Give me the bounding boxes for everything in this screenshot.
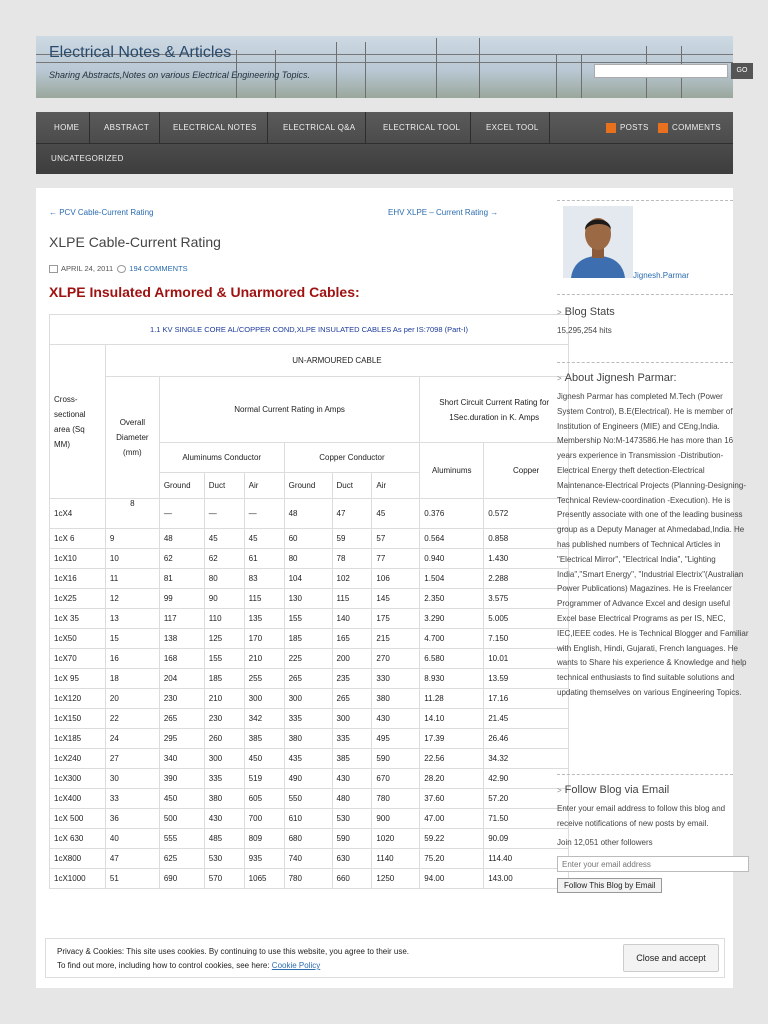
cookie-policy-link[interactable]: Cookie Policy [271, 961, 321, 970]
table-cell: 740 [284, 849, 332, 869]
col-header-copper: Copper Conductor [284, 443, 420, 473]
table-cell: 480 [332, 789, 372, 809]
table-cell: 210 [204, 689, 244, 709]
table-cell: 680 [284, 829, 332, 849]
table-cell: 530 [332, 809, 372, 829]
table-cell: 80 [284, 549, 332, 569]
chevron-right-icon: > [557, 308, 562, 317]
table-cell: 13.59 [484, 669, 569, 689]
table-cell: 1140 [372, 849, 420, 869]
table-cell: 9 [105, 529, 159, 549]
table-cell: 935 [244, 849, 284, 869]
table-cell: 33 [105, 789, 159, 809]
table-cell: 485 [204, 829, 244, 849]
nav-posts-feed[interactable]: POSTS [596, 112, 659, 143]
cookie-banner [45, 938, 725, 978]
col-sub-duct: Duct [332, 473, 372, 499]
table-cell: 2.288 [484, 569, 569, 589]
table-cell: 13 [105, 609, 159, 629]
table-cell: 780 [372, 789, 420, 809]
nav-item-electrical-qa[interactable]: ELECTRICAL Q&A [273, 112, 366, 143]
table-cell: 104 [284, 569, 332, 589]
col-sub-air: Air [244, 473, 284, 499]
table-cell: 0.858 [484, 529, 569, 549]
rss-icon [658, 123, 668, 133]
table-cell: 0.376 [420, 499, 484, 529]
table-row [50, 729, 569, 749]
table-cell: 1.430 [484, 549, 569, 569]
table-row [50, 669, 569, 689]
table-cell: 125 [204, 629, 244, 649]
table-cell: 1cX400 [50, 789, 106, 809]
about-text: Jignesh Parmar has completed M.Tech (Power System Control), B.E(Electrical). He is member of Institution of Engineers (MIE) and CEng,India. Membership No:M-1473586.He has more than 16 years experience in Transmission -Distribution-Electrical Energy theft detection-Electrical Maintenance-Electrical Projects (Planning-Designing-Technical Review-coordination -Execution). He is Presently associate with one of the leading business group as a Deputy Manager at Ahmedabad,India. He has published numbers of Technical Articles in "Electrical Mirror", "Electrical India", "Lighting India","Smart Energy", "Industrial Electrix"(Australian Power Publications) Magazines. He is Freelancer Programmer of Advance Excel and design useful Excel base Electrical Programs as per IS, NEC, IEC,IEEE codes. He is Technical Blogger and Familiar with English, Hindi, Gujarati, French languages. He wants to Share his experience & Knowledge and help technical enthusiasts to find suitable solutions and updating themselves on various Engineering Topics. [557, 392, 749, 697]
table-cell: 115 [332, 589, 372, 609]
table-cell: 235 [332, 669, 372, 689]
cookie-text: Privacy & Cookies: This site uses cookies. By continuing to use this website, you agree to their use. [57, 947, 410, 956]
table-cell: 26.46 [484, 729, 569, 749]
table-cell: 1.504 [420, 569, 484, 589]
table-cell: 34.32 [484, 749, 569, 769]
table-row [50, 569, 569, 589]
table-cell: 295 [159, 729, 204, 749]
table-cell: 1cX1000 [50, 869, 106, 889]
col-header-normal: Normal Current Rating in Amps [159, 377, 419, 443]
table-cell: 170 [244, 629, 284, 649]
table-cell: 500 [159, 809, 204, 829]
next-post-link[interactable]: EHV XLPE – Current Rating → [388, 208, 499, 217]
table-cell: 1cX800 [50, 849, 106, 869]
table-cell: 10.01 [484, 649, 569, 669]
table-cell: 80 [204, 569, 244, 589]
table-cell: 335 [204, 769, 244, 789]
table-cell: 1cX120 [50, 689, 106, 709]
col-header-group: UN-ARMOURED CABLE [105, 345, 568, 377]
table-cell: 335 [332, 729, 372, 749]
table-cell: 57.20 [484, 789, 569, 809]
col-header-short-circuit: Short Circuit Current Rating for 1Sec.duration in K. Amps [420, 377, 569, 443]
prev-post-link[interactable]: ← PCV Cable-Current Rating [49, 208, 154, 217]
table-cell: 0.572 [484, 499, 569, 529]
table-row [50, 589, 569, 609]
table-row [50, 749, 569, 769]
table-cell: 255 [244, 669, 284, 689]
table-cell: 1cX150 [50, 709, 106, 729]
table-cell: 175 [372, 609, 420, 629]
calendar-icon [49, 265, 58, 273]
table-cell: 380 [204, 789, 244, 809]
table-cell: 380 [372, 689, 420, 709]
table-cell: 143.00 [484, 869, 569, 889]
table-cell: 1cX 95 [50, 669, 106, 689]
table-cell: 47 [332, 499, 372, 529]
table-cell: 28.20 [420, 769, 484, 789]
table-cell: 4.700 [420, 629, 484, 649]
table-cell: 900 [372, 809, 420, 829]
table-cell: 342 [244, 709, 284, 729]
table-cell: 1cX 500 [50, 809, 106, 829]
table-cell: 385 [244, 729, 284, 749]
table-cell: 155 [284, 609, 332, 629]
table-cell: 590 [332, 829, 372, 849]
table-cell: 0.940 [420, 549, 484, 569]
table-cell: 265 [284, 669, 332, 689]
table-cell: 106 [372, 569, 420, 589]
table-cell: 12 [105, 589, 159, 609]
table-cell: 45 [204, 529, 244, 549]
table-cell: 430 [332, 769, 372, 789]
table-row [50, 869, 569, 889]
table-cell: 130 [284, 589, 332, 609]
table-row [50, 529, 569, 549]
table-cell: 809 [244, 829, 284, 849]
table-cell: 1cX 35 [50, 609, 106, 629]
cookie-text-more: To find out more, including how to control cookies, see here: Cookie Policy [57, 961, 321, 970]
table-cell: 630 [332, 849, 372, 869]
table-cell: 270 [372, 649, 420, 669]
table-cell: 570 [204, 869, 244, 889]
follow-widget: > Follow Blog via Email Enter your email address to follow this blog and receive notifications of new posts by email. Join 12,051 other followers Enter your email address Follow This Blog by Email [557, 784, 753, 893]
table-row [50, 809, 569, 829]
email-field[interactable] [557, 856, 749, 872]
table-cell: 2.350 [420, 589, 484, 609]
table-cell: 48 [284, 499, 332, 529]
table-cell: 230 [159, 689, 204, 709]
table-cell: 450 [159, 789, 204, 809]
table-cell: 102 [332, 569, 372, 589]
table-cell: 168 [159, 649, 204, 669]
table-cell: 24 [105, 729, 159, 749]
table-cell: 14.10 [420, 709, 484, 729]
table-cell: 300 [284, 689, 332, 709]
table-cell: 165 [332, 629, 372, 649]
col-header-sc-copper: Copper [484, 443, 569, 499]
table-cell: 135 [244, 609, 284, 629]
table-cell: 145 [372, 589, 420, 609]
table-cell: 45 [372, 499, 420, 529]
table-cell: 99 [159, 589, 204, 609]
table-cell: 140 [332, 609, 372, 629]
table-cell: 550 [284, 789, 332, 809]
table-cell: 200 [332, 649, 372, 669]
table-row [50, 769, 569, 789]
col-header-diameter: Overall Diameter (mm) [105, 377, 159, 499]
table-cell: 10 [105, 549, 159, 569]
site-description: Sharing Abstracts,Notes on various Electrical Engineering Topics. [49, 70, 310, 80]
table-cell: 11.28 [420, 689, 484, 709]
table-cell: 610 [284, 809, 332, 829]
table-cell: 605 [244, 789, 284, 809]
table-cell: 390 [159, 769, 204, 789]
table-cell: 115 [244, 589, 284, 609]
chevron-right-icon: > [557, 786, 562, 795]
table-cell: 330 [372, 669, 420, 689]
table-cell: 435 [284, 749, 332, 769]
table-cell: 40 [105, 829, 159, 849]
follow-blog-button[interactable]: Follow This Blog by Email [557, 878, 662, 893]
table-cell: 3.575 [484, 589, 569, 609]
table-cell: 59 [332, 529, 372, 549]
table-cell: 94.00 [420, 869, 484, 889]
table-cell: 380 [284, 729, 332, 749]
table-cell: — [244, 499, 284, 529]
table-row [50, 609, 569, 629]
main-content [36, 188, 749, 988]
table-cell: 15 [105, 629, 159, 649]
table-cell: 230 [204, 709, 244, 729]
table-cell: 300 [244, 689, 284, 709]
table-cell: 265 [159, 709, 204, 729]
main-nav [36, 112, 733, 174]
nav-item-home[interactable]: HOME [44, 112, 90, 143]
table-row [50, 629, 569, 649]
table-row [50, 789, 569, 809]
rss-icon [606, 123, 616, 133]
table-cell: 83 [244, 569, 284, 589]
table-cell: 6.580 [420, 649, 484, 669]
table-cell: 1cX185 [50, 729, 106, 749]
table-cell: 335 [284, 709, 332, 729]
table-cell: 51 [105, 869, 159, 889]
nav-item-abstract[interactable]: ABSTRACT [94, 112, 160, 143]
table-cell: 30 [105, 769, 159, 789]
table-cell: 700 [244, 809, 284, 829]
table-cell: 225 [284, 649, 332, 669]
section-heading: XLPE Insulated Armored & Unarmored Cables: [49, 284, 360, 300]
table-cell: 1065 [244, 869, 284, 889]
site-header [36, 36, 748, 98]
table-cell: 114.40 [484, 849, 569, 869]
blog-stats-widget: > Blog Stats 15,295,254 hits [557, 306, 733, 339]
about-widget: > About Jignesh Parmar: Jignesh Parmar has completed M.Tech (Power System Control), B.E(Electrical). He is member of Institution of Engineers (MIE) and CEng,India. Membership No:M-1473586.He has more than 16 years experience in Transmission -Distribution-Electrical Energy theft detection-Electrical Maintenance-Electrical Projects (Planning-Designing-Technical Review-coordination -Execution). He is Presently associate with one of the leading business group as a Deputy Manager at Ahmedabad,India. He has published numbers of Technical Articles in "Electrical Mirror", "Electrical India", "Lighting India","Smart Energy", "Industrial Electrix"(Australian Power Publications) Magazines. He is Freelancer Programmer of Advance Excel and design useful Excel base Electrical Programs as per IS, NEC, IEC,IEEE codes. He is Technical Blogger and Familiar with English, Hindi, Gujarati, French languages. He wants to Share his experience & Knowledge and help technical enthusiasts to find suitable solutions and updating themselves on various Engineering Topics. [557, 372, 749, 701]
table-cell: 62 [204, 549, 244, 569]
table-cell: 90 [204, 589, 244, 609]
table-cell: 0.564 [420, 529, 484, 549]
table-cell: 42.90 [484, 769, 569, 789]
search-input[interactable] [594, 64, 728, 78]
table-cell: — [204, 499, 244, 529]
table-cell: 590 [372, 749, 420, 769]
table-cell: 61 [244, 549, 284, 569]
table-cell: 75.20 [420, 849, 484, 869]
table-cell: 16 [105, 649, 159, 669]
followers-count: Join 12,051 other followers [557, 837, 653, 847]
table-cell: 690 [159, 869, 204, 889]
table-cell: 62 [159, 549, 204, 569]
col-sub-ground: Ground [284, 473, 332, 499]
table-row [50, 829, 569, 849]
table-cell: 8 [105, 499, 159, 529]
table-cell: 1cX 6 [50, 529, 106, 549]
table-cell: 1cX300 [50, 769, 106, 789]
nav-item-uncategorized[interactable]: UNCATEGORIZED [51, 154, 124, 163]
table-cell: 20 [105, 689, 159, 709]
table-cell: — [159, 499, 204, 529]
table-cell: 37.60 [420, 789, 484, 809]
table-cell: 670 [372, 769, 420, 789]
close-and-accept-button[interactable]: Close and accept [623, 944, 719, 972]
table-cell: 57 [372, 529, 420, 549]
post-meta: APRIL 24, 2011 194 COMMENTS [49, 264, 188, 273]
table-cell: 71.50 [484, 809, 569, 829]
search-button[interactable]: GO [731, 63, 753, 79]
table-cell: 78 [332, 549, 372, 569]
table-cell: 21.45 [484, 709, 569, 729]
table-cell: 660 [332, 869, 372, 889]
table-title: 1.1 KV SINGLE CORE AL/COPPER COND,XLPE INSULATED CABLES As per IS:7098 (Part-I) [50, 315, 569, 345]
site-title[interactable]: Electrical Notes & Articles [49, 44, 232, 61]
comments-link[interactable]: 194 COMMENTS [129, 264, 188, 273]
blog-stats-hits: 15,295,254 hits [557, 326, 612, 335]
table-cell: 1cX240 [50, 749, 106, 769]
nav-item-electrical-notes[interactable]: ELECTRICAL NOTES [163, 112, 268, 143]
table-row [50, 649, 569, 669]
table-cell: 17.16 [484, 689, 569, 709]
table-cell: 11 [105, 569, 159, 589]
nav-item-electrical-tool[interactable]: ELECTRICAL TOOL [373, 112, 471, 143]
table-cell: 300 [204, 749, 244, 769]
table-row [50, 709, 569, 729]
table-cell: 530 [204, 849, 244, 869]
nav-comments-feed[interactable]: COMMENTS [648, 112, 731, 143]
table-cell: 780 [284, 869, 332, 889]
table-cell: 27 [105, 749, 159, 769]
table-row [50, 849, 569, 869]
table-cell: 17.39 [420, 729, 484, 749]
table-cell: 185 [204, 669, 244, 689]
table-cell: 1020 [372, 829, 420, 849]
col-header-area: Cross-sectional area (Sq MM) [50, 345, 106, 499]
table-cell: 1cX25 [50, 589, 106, 609]
col-sub-air: Air [372, 473, 420, 499]
table-cell: 47 [105, 849, 159, 869]
col-sub-duct: Duct [204, 473, 244, 499]
table-cell: 1cX10 [50, 549, 106, 569]
comment-icon [117, 265, 126, 273]
table-row [50, 499, 569, 529]
table-cell: 1cX70 [50, 649, 106, 669]
table-cell: 7.150 [484, 629, 569, 649]
table-cell: 138 [159, 629, 204, 649]
table-cell: 450 [244, 749, 284, 769]
table-cell: 22 [105, 709, 159, 729]
table-cell: 430 [372, 709, 420, 729]
table-cell: 3.290 [420, 609, 484, 629]
table-cell: 300 [332, 709, 372, 729]
table-cell: 430 [204, 809, 244, 829]
table-cell: 81 [159, 569, 204, 589]
post-title: XLPE Cable-Current Rating [49, 234, 221, 250]
table-cell: 117 [159, 609, 204, 629]
nav-item-excel-tool[interactable]: EXCEL TOOL [476, 112, 550, 143]
table-cell: 204 [159, 669, 204, 689]
table-cell: 90.09 [484, 829, 569, 849]
table-cell: 60 [284, 529, 332, 549]
table-cell: 45 [244, 529, 284, 549]
col-sub-ground: Ground [159, 473, 204, 499]
table-cell: 1250 [372, 869, 420, 889]
chevron-right-icon: > [557, 374, 562, 383]
table-cell: 110 [204, 609, 244, 629]
table-cell: 260 [204, 729, 244, 749]
table-cell: 18 [105, 669, 159, 689]
table-cell: 1cX50 [50, 629, 106, 649]
table-cell: 265 [332, 689, 372, 709]
table-cell: 36 [105, 809, 159, 829]
table-cell: 59.22 [420, 829, 484, 849]
table-cell: 519 [244, 769, 284, 789]
author-avatar[interactable] [563, 206, 633, 278]
table-cell: 555 [159, 829, 204, 849]
table-cell: 1cX 630 [50, 829, 106, 849]
table-cell: 185 [284, 629, 332, 649]
table-row [50, 549, 569, 569]
table-cell: 340 [159, 749, 204, 769]
author-name-link[interactable]: Jignesh.Parmar [633, 271, 690, 280]
table-row [50, 689, 569, 709]
table-cell: 48 [159, 529, 204, 549]
table-cell: 215 [372, 629, 420, 649]
table-cell: 495 [372, 729, 420, 749]
table-cell: 8.930 [420, 669, 484, 689]
col-header-aluminium: Aluminums Conductor [159, 443, 284, 473]
table-cell: 22.56 [420, 749, 484, 769]
col-header-sc-aluminium: Aluminums [420, 443, 484, 499]
table-cell: 155 [204, 649, 244, 669]
table-cell: 47.00 [420, 809, 484, 829]
table-cell: 625 [159, 849, 204, 869]
table-cell: 5.005 [484, 609, 569, 629]
current-rating-table [49, 314, 550, 942]
table-cell: 77 [372, 549, 420, 569]
follow-text: Enter your email address to follow this blog and receive notifications of new posts by email. [557, 804, 726, 828]
table-cell: 210 [244, 649, 284, 669]
table-cell: 385 [332, 749, 372, 769]
table-cell: 1cX4 [50, 499, 106, 529]
table-cell: 1cX16 [50, 569, 106, 589]
table-cell: 490 [284, 769, 332, 789]
